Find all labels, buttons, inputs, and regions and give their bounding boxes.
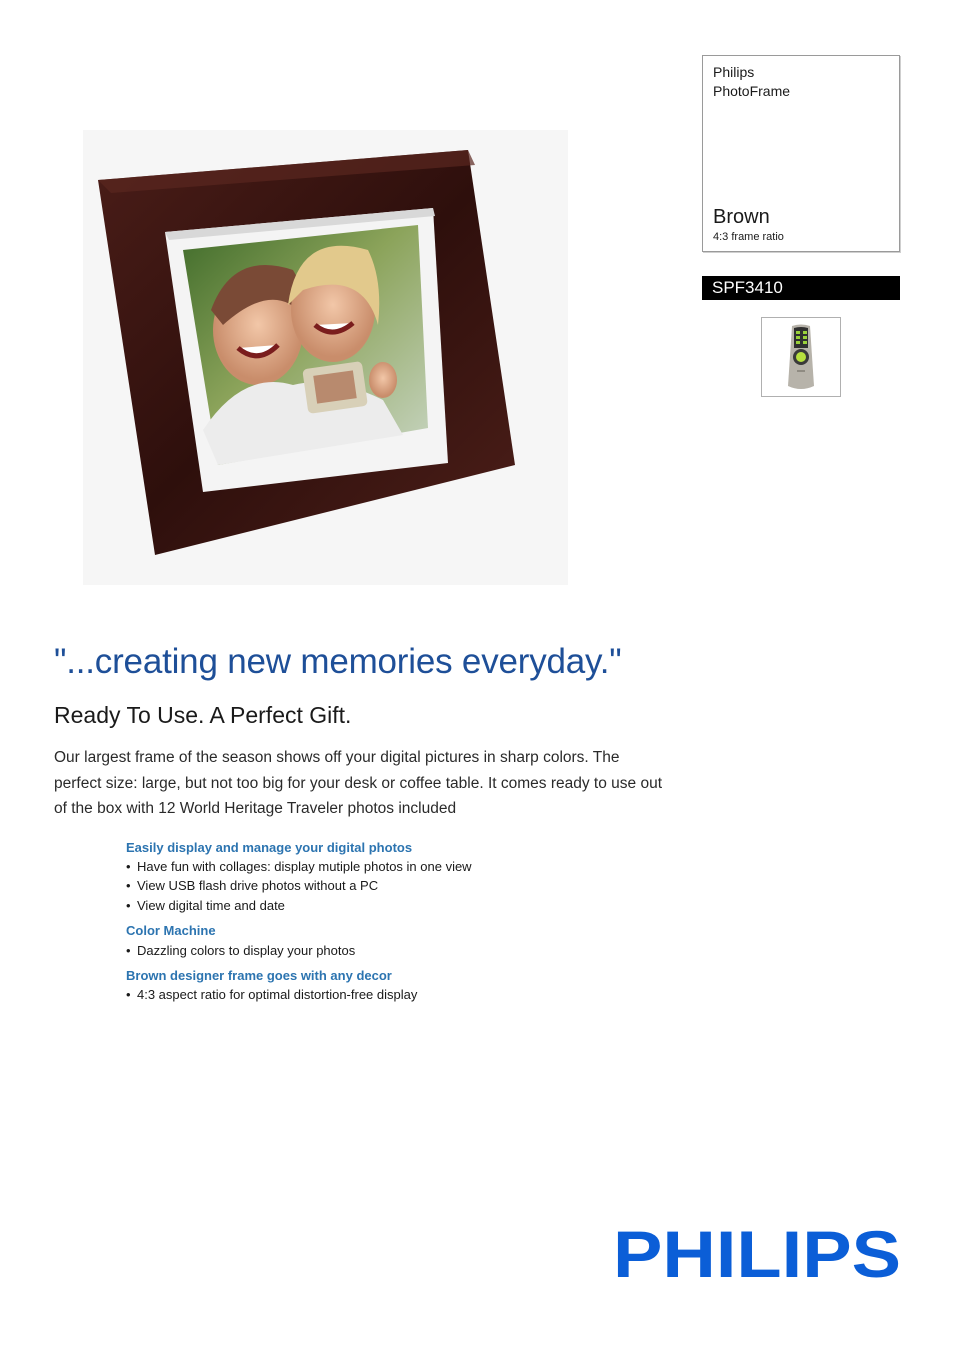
- feature-heading: Brown designer frame goes with any decor: [126, 968, 392, 983]
- feature-heading: Color Machine: [126, 923, 216, 938]
- bullet-glyph: •: [126, 987, 131, 1002]
- remote-control-thumbnail: [761, 317, 841, 397]
- bullet-glyph: •: [126, 898, 131, 913]
- subtitle: Ready To Use. A Perfect Gift.: [54, 702, 352, 728]
- feature-bullet: [126, 877, 378, 894]
- product-info-box: [702, 55, 900, 252]
- frame-ratio: 4:3 frame ratio: [713, 231, 784, 243]
- description-paragraph: Our largest frame of the season shows off your digital pictures in sharp colors. The perfect size: large, but not too big for your desk or coffee table. It comes ready to use out of the box with 12 World Heritage Traveler photos included: [54, 749, 662, 817]
- product-color: Brown: [713, 206, 770, 228]
- feature-heading: Easily display and manage your digital photos: [126, 840, 413, 855]
- feature-bullet: [126, 942, 355, 959]
- product-category: PhotoFrame: [713, 83, 791, 99]
- logo-text: PHILIPS: [613, 1226, 901, 1280]
- feature-bullet: [126, 986, 417, 1003]
- feature-bullet: [126, 897, 285, 914]
- bullet-glyph: •: [126, 878, 131, 893]
- bullet-text: Have fun with collages: display mutiple photos in one view: [137, 859, 472, 874]
- bullet-text: Dazzling colors to display your photos: [137, 943, 356, 958]
- model-number: SPF3410: [712, 278, 783, 297]
- bullet-text: View digital time and date: [137, 898, 285, 913]
- bullet-text: 4:3 aspect ratio for optimal distortion-free display: [137, 987, 418, 1002]
- bullet-glyph: •: [126, 943, 131, 958]
- feature-bullet: [126, 858, 472, 875]
- tagline: "...creating new memories everyday.": [54, 642, 622, 681]
- brand-name: Philips: [713, 64, 755, 80]
- bullet-glyph: •: [126, 859, 131, 874]
- philips-logo: [612, 1226, 902, 1280]
- bullet-text: View USB flash drive photos without a PC: [137, 878, 379, 893]
- product-photo-frame: [83, 130, 568, 585]
- model-number-bar: [702, 276, 900, 300]
